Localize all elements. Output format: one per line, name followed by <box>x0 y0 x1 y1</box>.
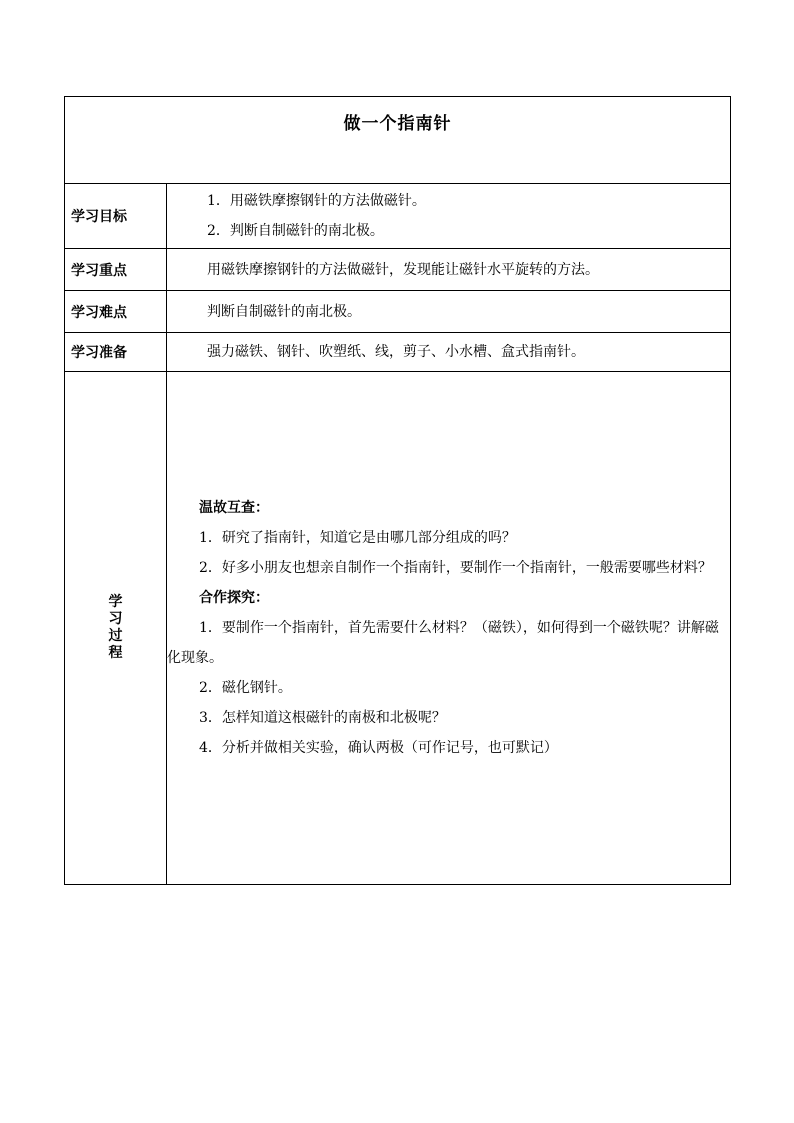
explore-item: 2．磁化钢针。 <box>199 680 292 696</box>
label-learning-process <box>65 372 167 885</box>
goal-item: 2．判断自制磁针的南北极。 <box>207 223 384 239</box>
row-preparation <box>65 333 731 372</box>
label-key-points: 学习重点 <box>65 249 167 291</box>
goal-item: 1．用磁铁摩擦钢针的方法做磁针。 <box>207 193 426 209</box>
explore-item: 3．怎样知道这根磁针的南极和北极呢？ <box>199 710 446 726</box>
content-key-points: 用磁铁摩擦钢针的方法做磁针，发现能让磁针水平旋转的方法。 <box>167 249 731 291</box>
row-learning-process <box>65 372 731 885</box>
label-learning-goals: 学习目标 <box>65 184 167 249</box>
row-key-points <box>65 249 731 291</box>
title-cell <box>65 97 731 184</box>
row-difficulties <box>65 291 731 333</box>
review-item: 2．好多小朋友也想亲自制作一个指南针，要制作一个指南针，一般需要哪些材料？ <box>199 560 712 576</box>
vertical-label-char: 习 <box>108 611 123 627</box>
explore-item: 1．要制作一个指南针，首先需要什么材料？（磁铁），如何得到一个磁铁呢？讲解磁化现象。 <box>167 620 719 666</box>
content-learning-goals <box>167 184 731 249</box>
explore-heading: 合作探究： <box>199 590 269 606</box>
content-difficulties: 判断自制磁针的南北极。 <box>167 291 731 333</box>
row-learning-goals <box>65 184 731 249</box>
vertical-label-char: 程 <box>108 645 123 661</box>
vertical-label-char: 学 <box>108 594 123 610</box>
review-item: 1．研究了指南针，知道它是由哪几部分组成的吗？ <box>199 530 516 546</box>
label-preparation: 学习准备 <box>65 333 167 372</box>
content-preparation: 强力磁铁、钢针、吹塑纸、线，剪子、小水槽、盒式指南针。 <box>167 333 731 372</box>
explore-item: 4．分析并做相关实验，确认两极（可作记号，也可默记） <box>199 740 558 756</box>
label-difficulties: 学习难点 <box>65 291 167 333</box>
vertical-label-char: 过 <box>108 628 123 644</box>
content-learning-process <box>167 372 731 885</box>
page-title: 做一个指南针 <box>343 114 452 134</box>
review-heading: 温故互查： <box>199 500 269 516</box>
lesson-plan-table <box>64 96 731 885</box>
